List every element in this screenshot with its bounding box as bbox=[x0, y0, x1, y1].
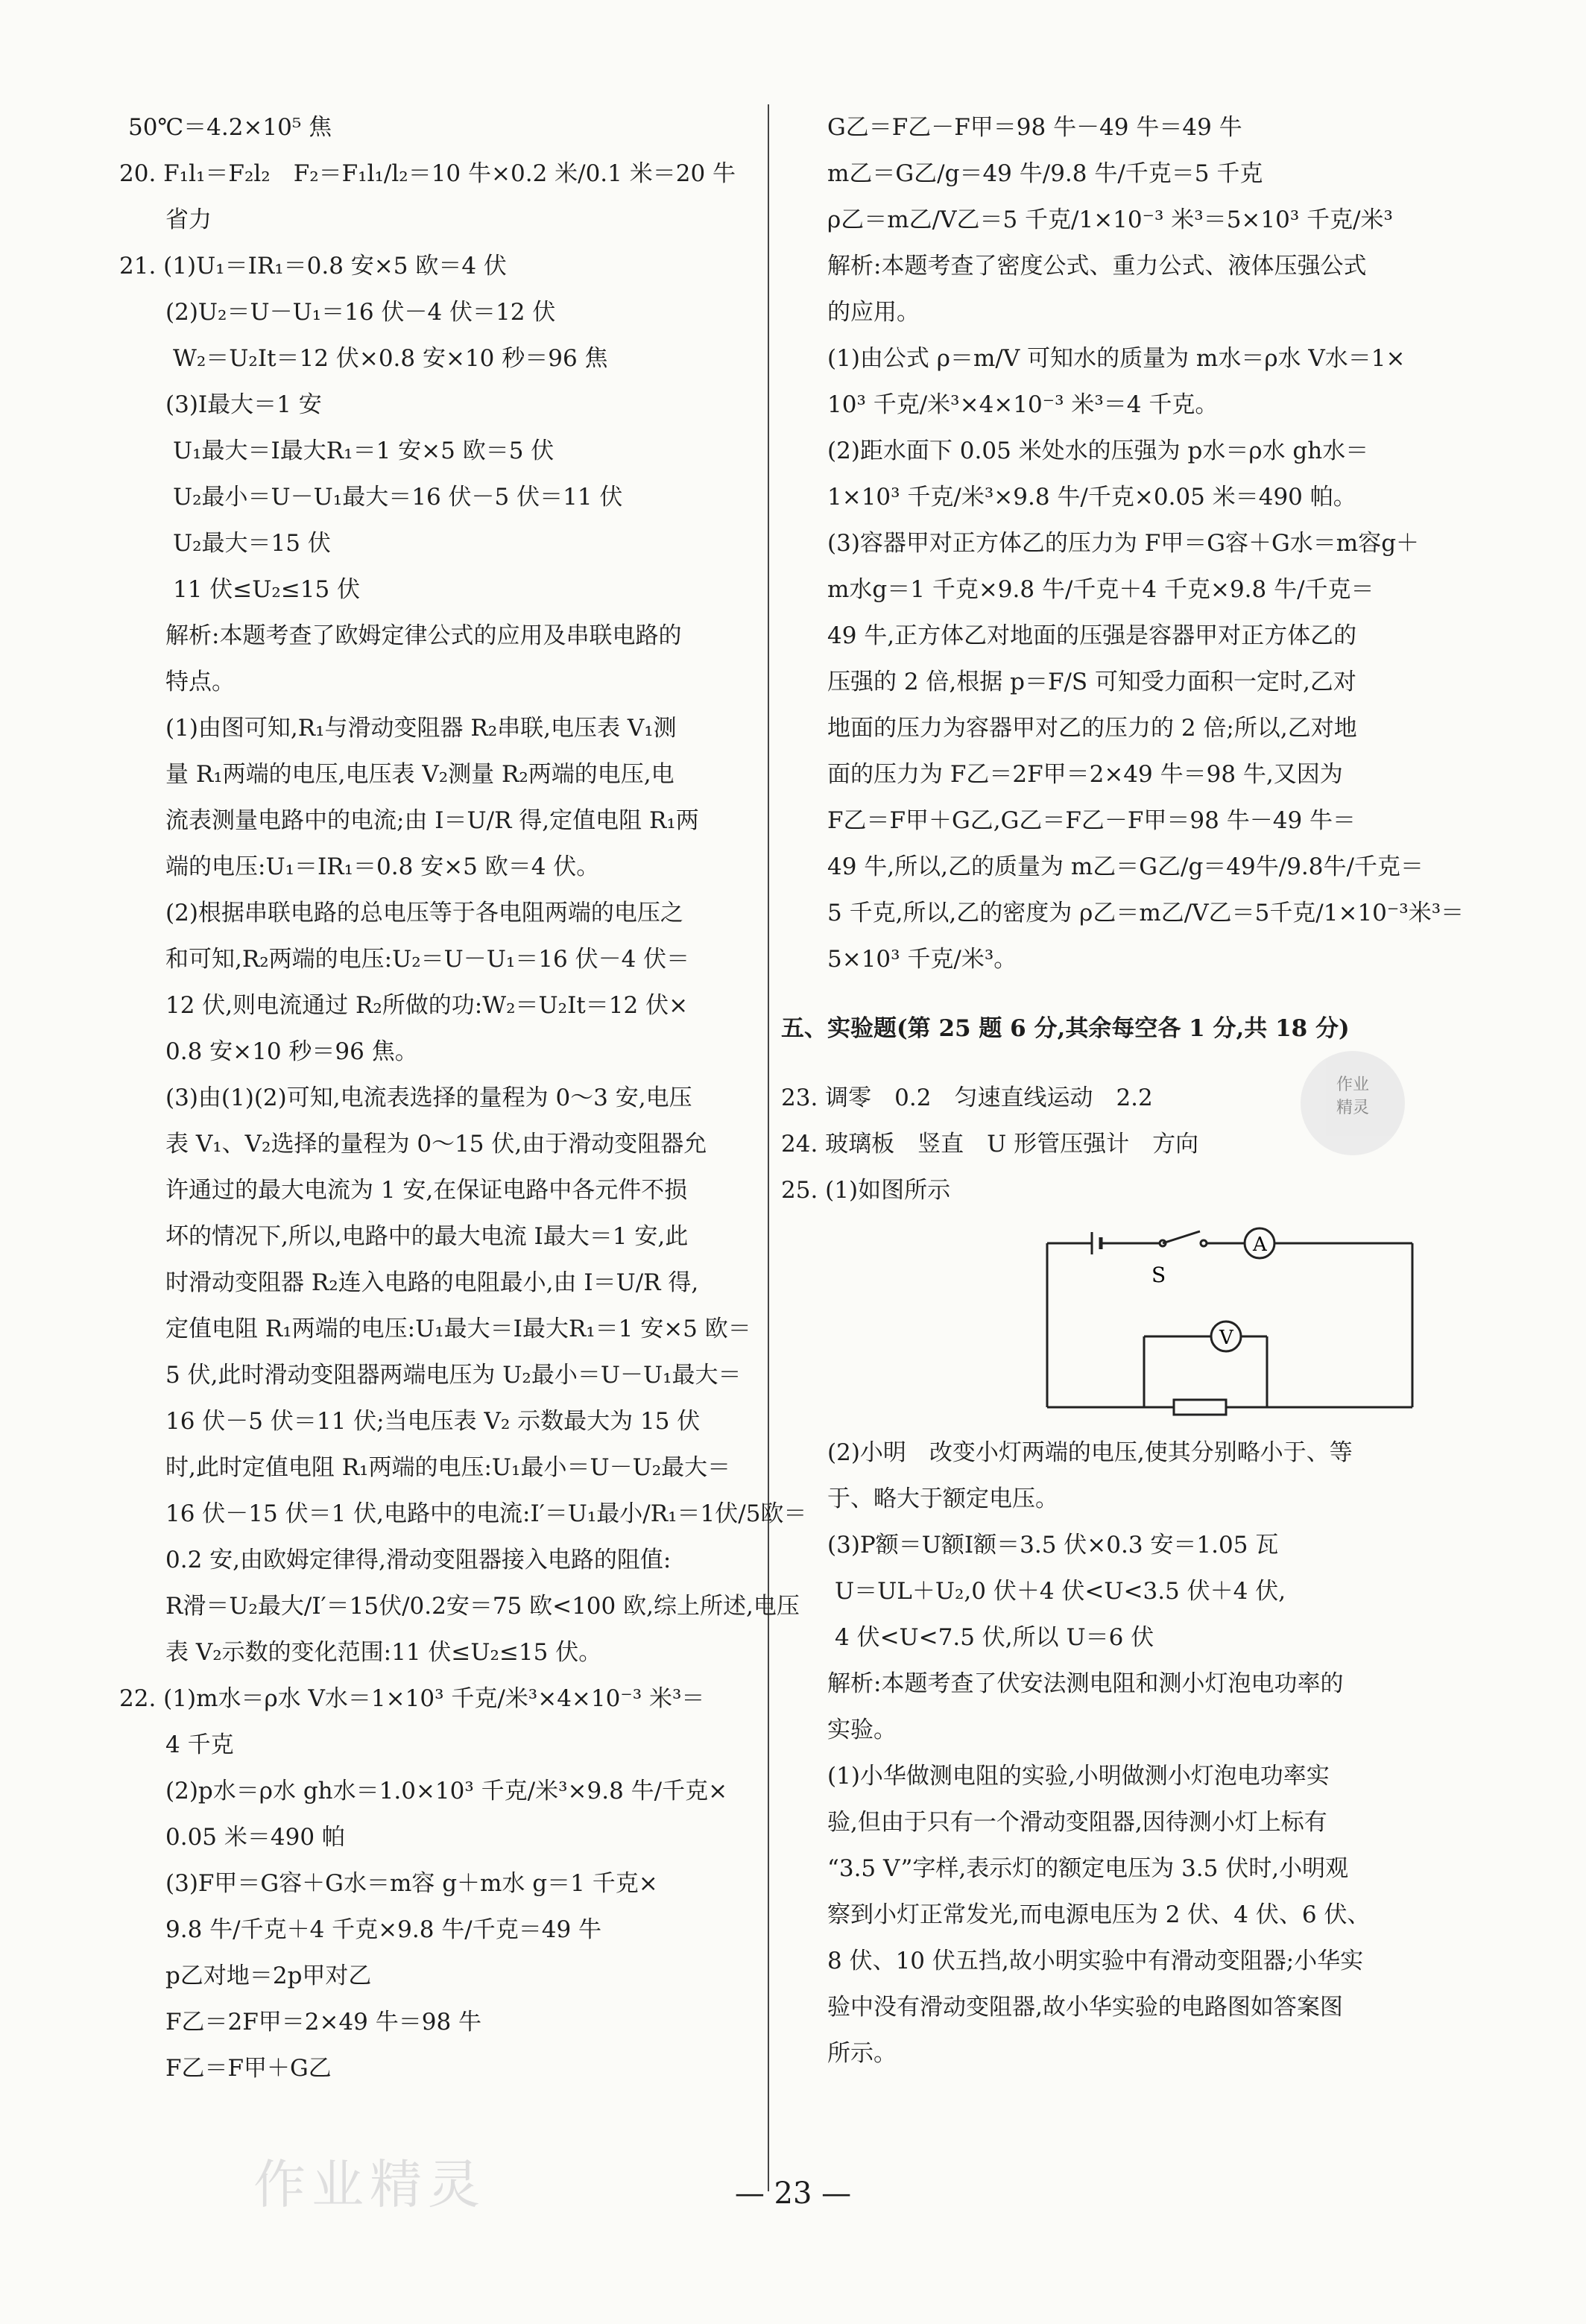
text-line: F乙＝F甲＋G乙 bbox=[165, 2055, 332, 2082]
voltmeter-label: V bbox=[1219, 1327, 1233, 1349]
text-line: 压强的 2 倍,根据 p＝F/S 可知受力面积一定时,乙对 bbox=[827, 669, 1356, 695]
text-line: 0.05 米＝490 帕 bbox=[165, 1824, 345, 1851]
left-column bbox=[119, 104, 807, 2091]
text-line: 实验。 bbox=[827, 1717, 897, 1743]
text-line: 25. (1)如图所示 bbox=[781, 1177, 951, 1204]
text-line: 10³ 千克/米³×4×10⁻³ 米³＝4 千克。 bbox=[827, 391, 1219, 418]
text-line: 定值电阻 R₁两端的电压:U₁最大＝I最大R₁＝1 安×5 欧＝ bbox=[165, 1316, 751, 1342]
text-line: 地面的压力为容器甲对乙的压力的 2 倍;所以,乙对地 bbox=[827, 715, 1357, 742]
text-line: U₂最大＝15 伏 bbox=[173, 530, 331, 557]
text-line: (1)由公式 ρ＝m/V 可知水的质量为 m水＝ρ水 V水＝1× bbox=[827, 345, 1406, 372]
text-line: W₂＝U₂It＝12 伏×0.8 安×10 秒＝96 焦 bbox=[173, 345, 608, 372]
stamp-logo bbox=[1301, 1051, 1405, 1155]
text-line: 21. (1)U₁＝IR₁＝0.8 安×5 欧＝4 伏 bbox=[119, 253, 507, 280]
text-line: 5 千克,所以,乙的密度为 ρ乙＝m乙/V乙＝5千克/1×10⁻³米³＝ bbox=[827, 900, 1465, 926]
text-line: 49 牛,正方体乙对地面的压强是容器甲对正方体乙的 bbox=[827, 622, 1357, 649]
text-line: 解析:本题考查了欧姆定律公式的应用及串联电路的 bbox=[165, 622, 682, 649]
text-line: 五、实验题(第 25 题 6 分,其余每空各 1 分,共 18 分) bbox=[781, 1015, 1350, 1042]
switch-blade bbox=[1163, 1231, 1200, 1243]
text-line: 的应用。 bbox=[827, 299, 920, 326]
text-line: 解析:本题考查了密度公式、重力公式、液体压强公式 bbox=[827, 253, 1367, 280]
text-line: (2)p水＝ρ水 gh水＝1.0×10³ 千克/米³×9.8 牛/千克× bbox=[165, 1778, 728, 1804]
stamp-text-2: 精灵 bbox=[1336, 1099, 1369, 1117]
text-line: 22. (1)m水＝ρ水 V水＝1×10³ 千克/米³×4×10⁻³ 米³＝ bbox=[119, 1685, 705, 1712]
text-line: 49 牛,所以,乙的质量为 m乙＝G乙/g＝49牛/9.8牛/千克＝ bbox=[827, 853, 1424, 880]
text-line: 端的电压:U₁＝IR₁＝0.8 安×5 欧＝4 伏。 bbox=[165, 853, 600, 880]
switch-label: S bbox=[1151, 1263, 1166, 1287]
resistor-icon bbox=[1174, 1400, 1226, 1415]
text-line: (2)U₂＝U－U₁＝16 伏－4 伏＝12 伏 bbox=[165, 299, 556, 326]
circuit-svg bbox=[1040, 1221, 1427, 1422]
text-line: m乙＝G乙/g＝49 牛/9.8 牛/千克＝5 千克 bbox=[827, 160, 1263, 187]
text-line: 23. 调零 0.2 匀速直线运动 2.2 bbox=[781, 1084, 1153, 1111]
text-line: 于、略大于额定电压。 bbox=[827, 1485, 1058, 1512]
text-line: (3)F甲＝G容＋G水＝m容 g＋m水 g＝1 千克× bbox=[165, 1870, 658, 1897]
text-line: 4 伏<U<7.5 伏,所以 U＝6 伏 bbox=[835, 1624, 1154, 1651]
text-line: 时,此时定值电阻 R₁两端的电压:U₁最小＝U－U₂最大＝ bbox=[165, 1454, 731, 1481]
text-line: 24. 玻璃板 竖直 U 形管压强计 方向 bbox=[781, 1131, 1199, 1158]
text-line: 12 伏,则电流通过 R₂所做的功:W₂＝U₂It＝12 伏× bbox=[165, 992, 689, 1019]
text-line: 16 伏－15 伏＝1 伏,电路中的电流:I′＝U₁最小/R₁＝1伏/5欧＝ bbox=[165, 1500, 807, 1527]
right-bottom-block bbox=[790, 1430, 1438, 2077]
text-line: 验,但由于只有一个滑动变阻器,因待测小灯上标有 bbox=[827, 1809, 1327, 1836]
text-line: 量 R₁两端的电压,电压表 V₂测量 R₂两端的电压,电 bbox=[165, 761, 674, 788]
text-line: 特点。 bbox=[165, 669, 235, 695]
text-line: 和可知,R₂两端的电压:U₂＝U－U₁＝16 伏－4 伏＝ bbox=[165, 946, 690, 973]
text-line: 察到小灯正常发光,而电源电压为 2 伏、4 伏、6 伏、 bbox=[827, 1901, 1371, 1928]
text-line: U₁最大＝I最大R₁＝1 安×5 欧＝5 伏 bbox=[173, 438, 555, 464]
text-line: 0.8 安×10 秒＝96 焦。 bbox=[165, 1038, 418, 1065]
text-line: 验中没有滑动变阻器,故小华实验的电路图如答案图 bbox=[827, 1994, 1343, 2021]
text-line: R滑＝U₂最大/I′＝15伏/0.2安＝75 欧<100 欧,综上所述,电压 bbox=[165, 1593, 800, 1620]
text-line: 4 千克 bbox=[165, 1731, 234, 1758]
text-line: 11 伏≤U₂≤15 伏 bbox=[173, 576, 361, 603]
text-line: 省力 bbox=[165, 206, 212, 233]
text-line: 流表测量电路中的电流;由 I＝U/R 得,定值电阻 R₁两 bbox=[165, 807, 699, 834]
text-line: 0.2 安,由欧姆定律得,滑动变阻器接入电路的阻值: bbox=[165, 1547, 672, 1573]
text-line: (3)由(1)(2)可知,电流表选择的量程为 0～3 安,电压 bbox=[165, 1084, 692, 1111]
text-line: F乙＝2F甲＝2×49 牛＝98 牛 bbox=[165, 2009, 482, 2036]
text-line: 20. F₁l₁＝F₂l₂ F₂＝F₁l₁/l₂＝10 牛×0.2 米/0.1 米＝20 牛 bbox=[119, 160, 736, 187]
text-line: (3)P额＝U额I额＝3.5 伏×0.3 安＝1.05 瓦 bbox=[827, 1532, 1279, 1559]
stamp-text-1: 作业 bbox=[1336, 1076, 1369, 1094]
text-line: m水g＝1 千克×9.8 牛/千克＋4 千克×9.8 牛/千克＝ bbox=[827, 576, 1374, 603]
text-line: 表 V₁、V₂选择的量程为 0～15 伏,由于滑动变阻器允 bbox=[165, 1131, 707, 1158]
text-line: G乙＝F乙－F甲＝98 牛－49 牛＝49 牛 bbox=[827, 114, 1242, 141]
text-line: 时滑动变阻器 R₂连入电路的电阻最小,由 I＝U/R 得, bbox=[165, 1269, 699, 1296]
text-line: 坏的情况下,所以,电路中的最大电流 I最大＝1 安,此 bbox=[165, 1223, 689, 1250]
page-number: — 23 — bbox=[734, 2176, 852, 2211]
text-line: ρ乙＝m乙/V乙＝5 千克/1×10⁻³ 米³＝5×10³ 千克/米³ bbox=[827, 206, 1393, 233]
text-line: (2)根据串联电路的总电压等于各电阻两端的电压之 bbox=[165, 900, 683, 926]
text-line: (3)I最大＝1 安 bbox=[165, 391, 322, 418]
ammeter-label: A bbox=[1253, 1234, 1267, 1256]
text-line: F乙＝F甲＋G乙,G乙＝F乙－F甲＝98 牛－49 牛＝ bbox=[827, 807, 1356, 834]
text-line: (2)小明 改变小灯两端的电压,使其分别略小于、等 bbox=[827, 1439, 1353, 1466]
text-line: (2)距水面下 0.05 米处水的压强为 p水＝ρ水 gh水＝ bbox=[827, 438, 1369, 464]
circuit-diagram bbox=[1040, 1221, 1427, 1422]
text-line: 解析:本题考查了伏安法测电阻和测小灯泡电功率的 bbox=[827, 1670, 1344, 1697]
text-line: 许通过的最大电流为 1 安,在保证电路中各元件不损 bbox=[165, 1177, 688, 1204]
text-line: p乙对地＝2p甲对乙 bbox=[165, 1963, 372, 1989]
text-line: 表 V₂示数的变化范围:11 伏≤U₂≤15 伏。 bbox=[165, 1639, 602, 1666]
text-line: (1)由图可知,R₁与滑动变阻器 R₂串联,电压表 V₁测 bbox=[165, 715, 677, 742]
watermark: 作业精灵 bbox=[253, 2154, 486, 2215]
text-line: U₂最小＝U－U₁最大＝16 伏－5 伏＝11 伏 bbox=[173, 484, 623, 511]
text-line: (3)容器甲对正方体乙的压力为 F甲＝G容＋G水＝m容g＋ bbox=[827, 530, 1420, 557]
text-line: 5 伏,此时滑动变阻器两端电压为 U₂最小＝U－U₁最大＝ bbox=[165, 1362, 742, 1389]
text-line: “3.5 V”字样,表示灯的额定电压为 3.5 伏时,小明观 bbox=[827, 1855, 1349, 1882]
right-top-block bbox=[781, 104, 1465, 1213]
text-line: U＝UL＋U₂,0 伏＋4 伏<U<3.5 伏＋4 伏, bbox=[835, 1578, 1286, 1605]
text-line: (1)小华做测电阻的实验,小明做测小灯泡电功率实 bbox=[827, 1763, 1330, 1790]
text-line: 所示。 bbox=[827, 2040, 897, 2067]
column-divider bbox=[768, 104, 769, 2191]
switch-contact-right bbox=[1201, 1240, 1207, 1246]
text-line: 1×10³ 千克/米³×9.8 牛/千克×0.05 米＝490 帕。 bbox=[827, 484, 1356, 511]
text-line: 面的压力为 F乙＝2F甲＝2×49 牛＝98 牛,又因为 bbox=[827, 761, 1343, 788]
text-line: 8 伏、10 伏五挡,故小明实验中有滑动变阻器;小华实 bbox=[827, 1948, 1364, 1974]
text-line: 5×10³ 千克/米³。 bbox=[827, 946, 1017, 973]
text-line: 9.8 牛/千克＋4 千克×9.8 牛/千克＝49 牛 bbox=[165, 1916, 602, 1943]
text-line: 50℃＝4.2×10⁵ 焦 bbox=[128, 114, 332, 141]
text-line: 16 伏－5 伏＝11 伏;当电压表 V₂ 示数最大为 15 伏 bbox=[165, 1408, 701, 1435]
